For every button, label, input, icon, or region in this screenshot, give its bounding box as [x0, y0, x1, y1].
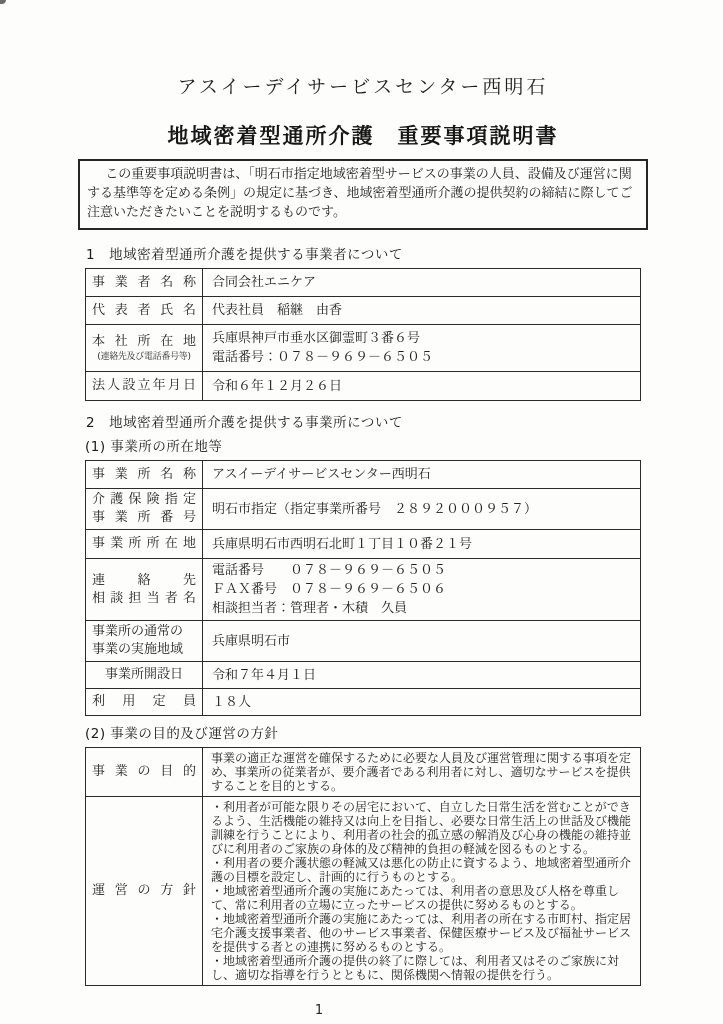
page-number: 1 — [314, 1003, 324, 1018]
row-sublabel: (連絡先及び電話番号等) — [97, 352, 191, 362]
table-row — [86, 662, 641, 689]
office-table — [85, 460, 641, 716]
policy-item: ・地域密着型通所介護の実施にあたっては、利用者の意思及び人格を尊重して、常に利用者の立場に立ったサービスの提供に努めるものとする。 — [211, 884, 620, 912]
purpose-policy-table — [85, 747, 641, 986]
document-title: 地域密着型通所介護 重要事項説明書 — [167, 123, 559, 148]
policy-item: ・利用者の要介護状態の軽減又は悪化の防止に資するよう、地域密着型通所介護の目標を設定し、計画的に行うものとする。 — [211, 856, 632, 884]
row-label: 事業の目的 — [86, 748, 203, 797]
row-value: 事業の適正な運営を確保するために必要な人員及び運営管理に関する事項を定め、事業所の従業者が、要介護者である利用者に対し、適切なサービスを提供することを目的とする。 — [203, 748, 641, 797]
row-label: 連絡先 相談担当者名 — [86, 559, 203, 621]
row-label: 事業所所在地 — [86, 530, 203, 559]
table-row — [86, 325, 641, 372]
facility-title: アスイーデイサービスセンター西明石 — [177, 76, 549, 98]
table-row — [86, 297, 641, 325]
policy-item: ・地域密着型通所介護の提供の終了に際しては、利用者又はそのご家族に対し、適切な指導を行うとともに、関係機関へ情報の提供を行う。 — [211, 954, 620, 982]
policy-item: ・利用者が可能な限りその居宅において、自立した日常生活を営むことができるよう、生活機能の維持又は向上を目指し、必要な日常生活上の世話及び機能訓練を行うことにより、利用者の社会的孤立感の解消及び心身の機能の維持並びに利用者のご家族の身体的及び精神的負担の軽減を図るものとする。 — [211, 800, 632, 856]
row-value: アスイーデイサービスセンター西明石 — [203, 461, 641, 489]
row-label: 運営の方針 — [86, 797, 203, 986]
row-label: 代表者氏名 — [86, 297, 203, 325]
row-label: 事業所の通常の 事業の実施地域 — [86, 621, 203, 662]
row-label: 介護保険指定 事業所番号 — [86, 489, 203, 530]
row-value: 兵庫県明石市 — [203, 621, 641, 662]
row-value: 明石市指定（指定事業所番号 ２８９２０００９５７） — [203, 489, 641, 530]
row-value: 兵庫県明石市西明石北町１丁目１０番２１号 — [203, 530, 641, 559]
row-label: 事業者名称 — [86, 269, 203, 297]
table-row — [86, 489, 641, 530]
row-label: 利用定員 — [86, 689, 203, 716]
table-row — [86, 530, 641, 559]
table-row — [86, 797, 641, 986]
row-value: 合同会社エニケア — [203, 269, 641, 297]
row-value: 代表社員 稲継 由香 — [203, 297, 641, 325]
notice-text: この重要事項説明書は、「明石市指定地域密着型サービスの事業の人員、設備及び運営に関する基準等を定める条例」の規定に基づき、地域密着型通所介護の提供契約の締結に際してご注意いただきたいことを説明するものです。 — [87, 167, 633, 220]
row-value: １８人 — [203, 689, 641, 716]
table-row — [86, 689, 641, 716]
section1-heading: 1 地域密着型通所介護を提供する事業者について — [86, 247, 403, 263]
location-subheading: (1) 事業所の所在地等 — [85, 439, 223, 455]
notice-box — [78, 159, 648, 230]
table-row — [86, 621, 641, 662]
row-value: 令和６年１２月２６日 — [203, 372, 641, 401]
purpose-subheading: (2) 事業の目的及び運営の方針 — [85, 726, 279, 742]
table-row — [86, 269, 641, 297]
provider-table — [85, 268, 641, 401]
row-label: 事業所開設日 — [86, 662, 203, 689]
row-value: 令和７年４月１日 — [203, 662, 641, 689]
row-label: 法人設立年月日 — [86, 372, 203, 401]
section2-heading: 2 地域密着型通所介護を提供する事業所について — [86, 415, 403, 431]
row-value: 兵庫県神戸市垂水区御霊町３番６号 電話番号：０７８－９６９－６５０５ — [203, 325, 641, 372]
row-label: 本社所在地 (連絡先及び電話番号等) — [86, 325, 203, 372]
table-row — [86, 748, 641, 797]
table-row — [86, 461, 641, 489]
row-value — [203, 797, 641, 986]
row-label: 事業所名称 — [86, 461, 203, 489]
table-row — [86, 559, 641, 621]
policy-item: ・地域密着型通所介護の実施にあたっては、利用者の所在する市町村、指定居宅介護支援事業者、他のサービス事業者、保健医療サービス及び福祉サービスを提供する者との連携に努めるものとする。 — [211, 912, 632, 954]
row-value: 電話番号 ０７８－９６９－６５０５ ＦＡＸ番号 ０７８－９６９－６５０６ 相談担当者：管理者・木積 久員 — [203, 559, 641, 621]
table-row — [86, 372, 641, 401]
